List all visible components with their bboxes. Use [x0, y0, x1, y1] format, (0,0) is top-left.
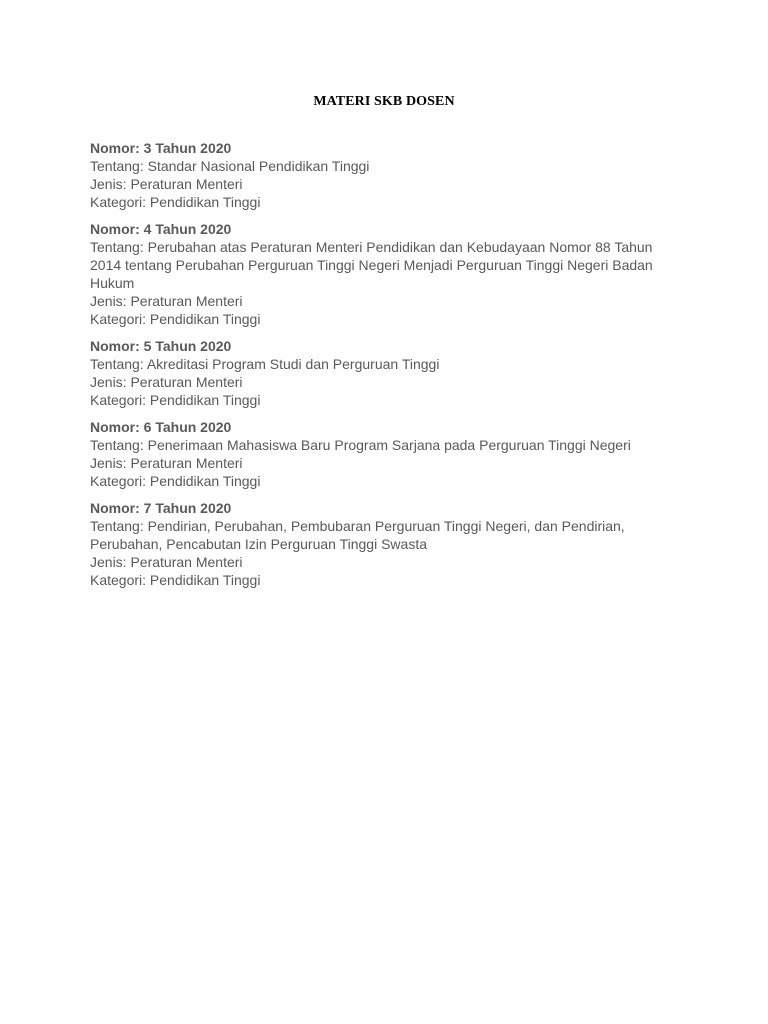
entry-number: Nomor: 3 Tahun 2020 [90, 140, 232, 156]
list-item [90, 139, 670, 211]
list-item [90, 499, 670, 589]
entry-category: Kategori: Pendidikan Tinggi [90, 572, 261, 588]
regulation-list [90, 139, 670, 598]
entry-type: Jenis: Peraturan Menteri [90, 293, 243, 309]
entry-category: Kategori: Pendidikan Tinggi [90, 392, 261, 408]
entry-category: Kategori: Pendidikan Tinggi [90, 194, 261, 210]
list-item [90, 337, 670, 409]
entry-type: Jenis: Peraturan Menteri [90, 374, 243, 390]
entry-subject: Tentang: Standar Nasional Pendidikan Tinggi [90, 158, 370, 174]
entry-subject: Tentang: Penerimaan Mahasiswa Baru Program Sarjana pada Perguruan Tinggi Negeri [90, 437, 631, 453]
list-item [90, 220, 670, 328]
entry-category: Kategori: Pendidikan Tinggi [90, 311, 261, 327]
list-item [90, 418, 670, 490]
entry-number: Nomor: 4 Tahun 2020 [90, 221, 232, 237]
entry-number: Nomor: 5 Tahun 2020 [90, 338, 232, 354]
entry-subject: Tentang: Akreditasi Program Studi dan Perguruan Tinggi [90, 356, 440, 372]
entry-number: Nomor: 7 Tahun 2020 [90, 500, 232, 516]
page-title: MATERI SKB DOSEN [313, 94, 455, 109]
entry-subject: Tentang: Pendirian, Perubahan, Pembubaran Perguruan Tinggi Negeri, dan Pendirian, Perubahan, Pencabutan Izin Perguruan Tinggi Swasta [90, 518, 625, 552]
entry-subject: Tentang: Perubahan atas Peraturan Menteri Pendidikan dan Kebudayaan Nomor 88 Tahun 2014 tentang Perubahan Perguruan Tinggi Negeri Menjadi Perguruan Tinggi Negeri Badan Hukum [90, 239, 653, 291]
entry-number: Nomor: 6 Tahun 2020 [90, 419, 232, 435]
entry-type: Jenis: Peraturan Menteri [90, 554, 243, 570]
entry-category: Kategori: Pendidikan Tinggi [90, 473, 261, 489]
entry-type: Jenis: Peraturan Menteri [90, 455, 243, 471]
entry-type: Jenis: Peraturan Menteri [90, 176, 243, 192]
